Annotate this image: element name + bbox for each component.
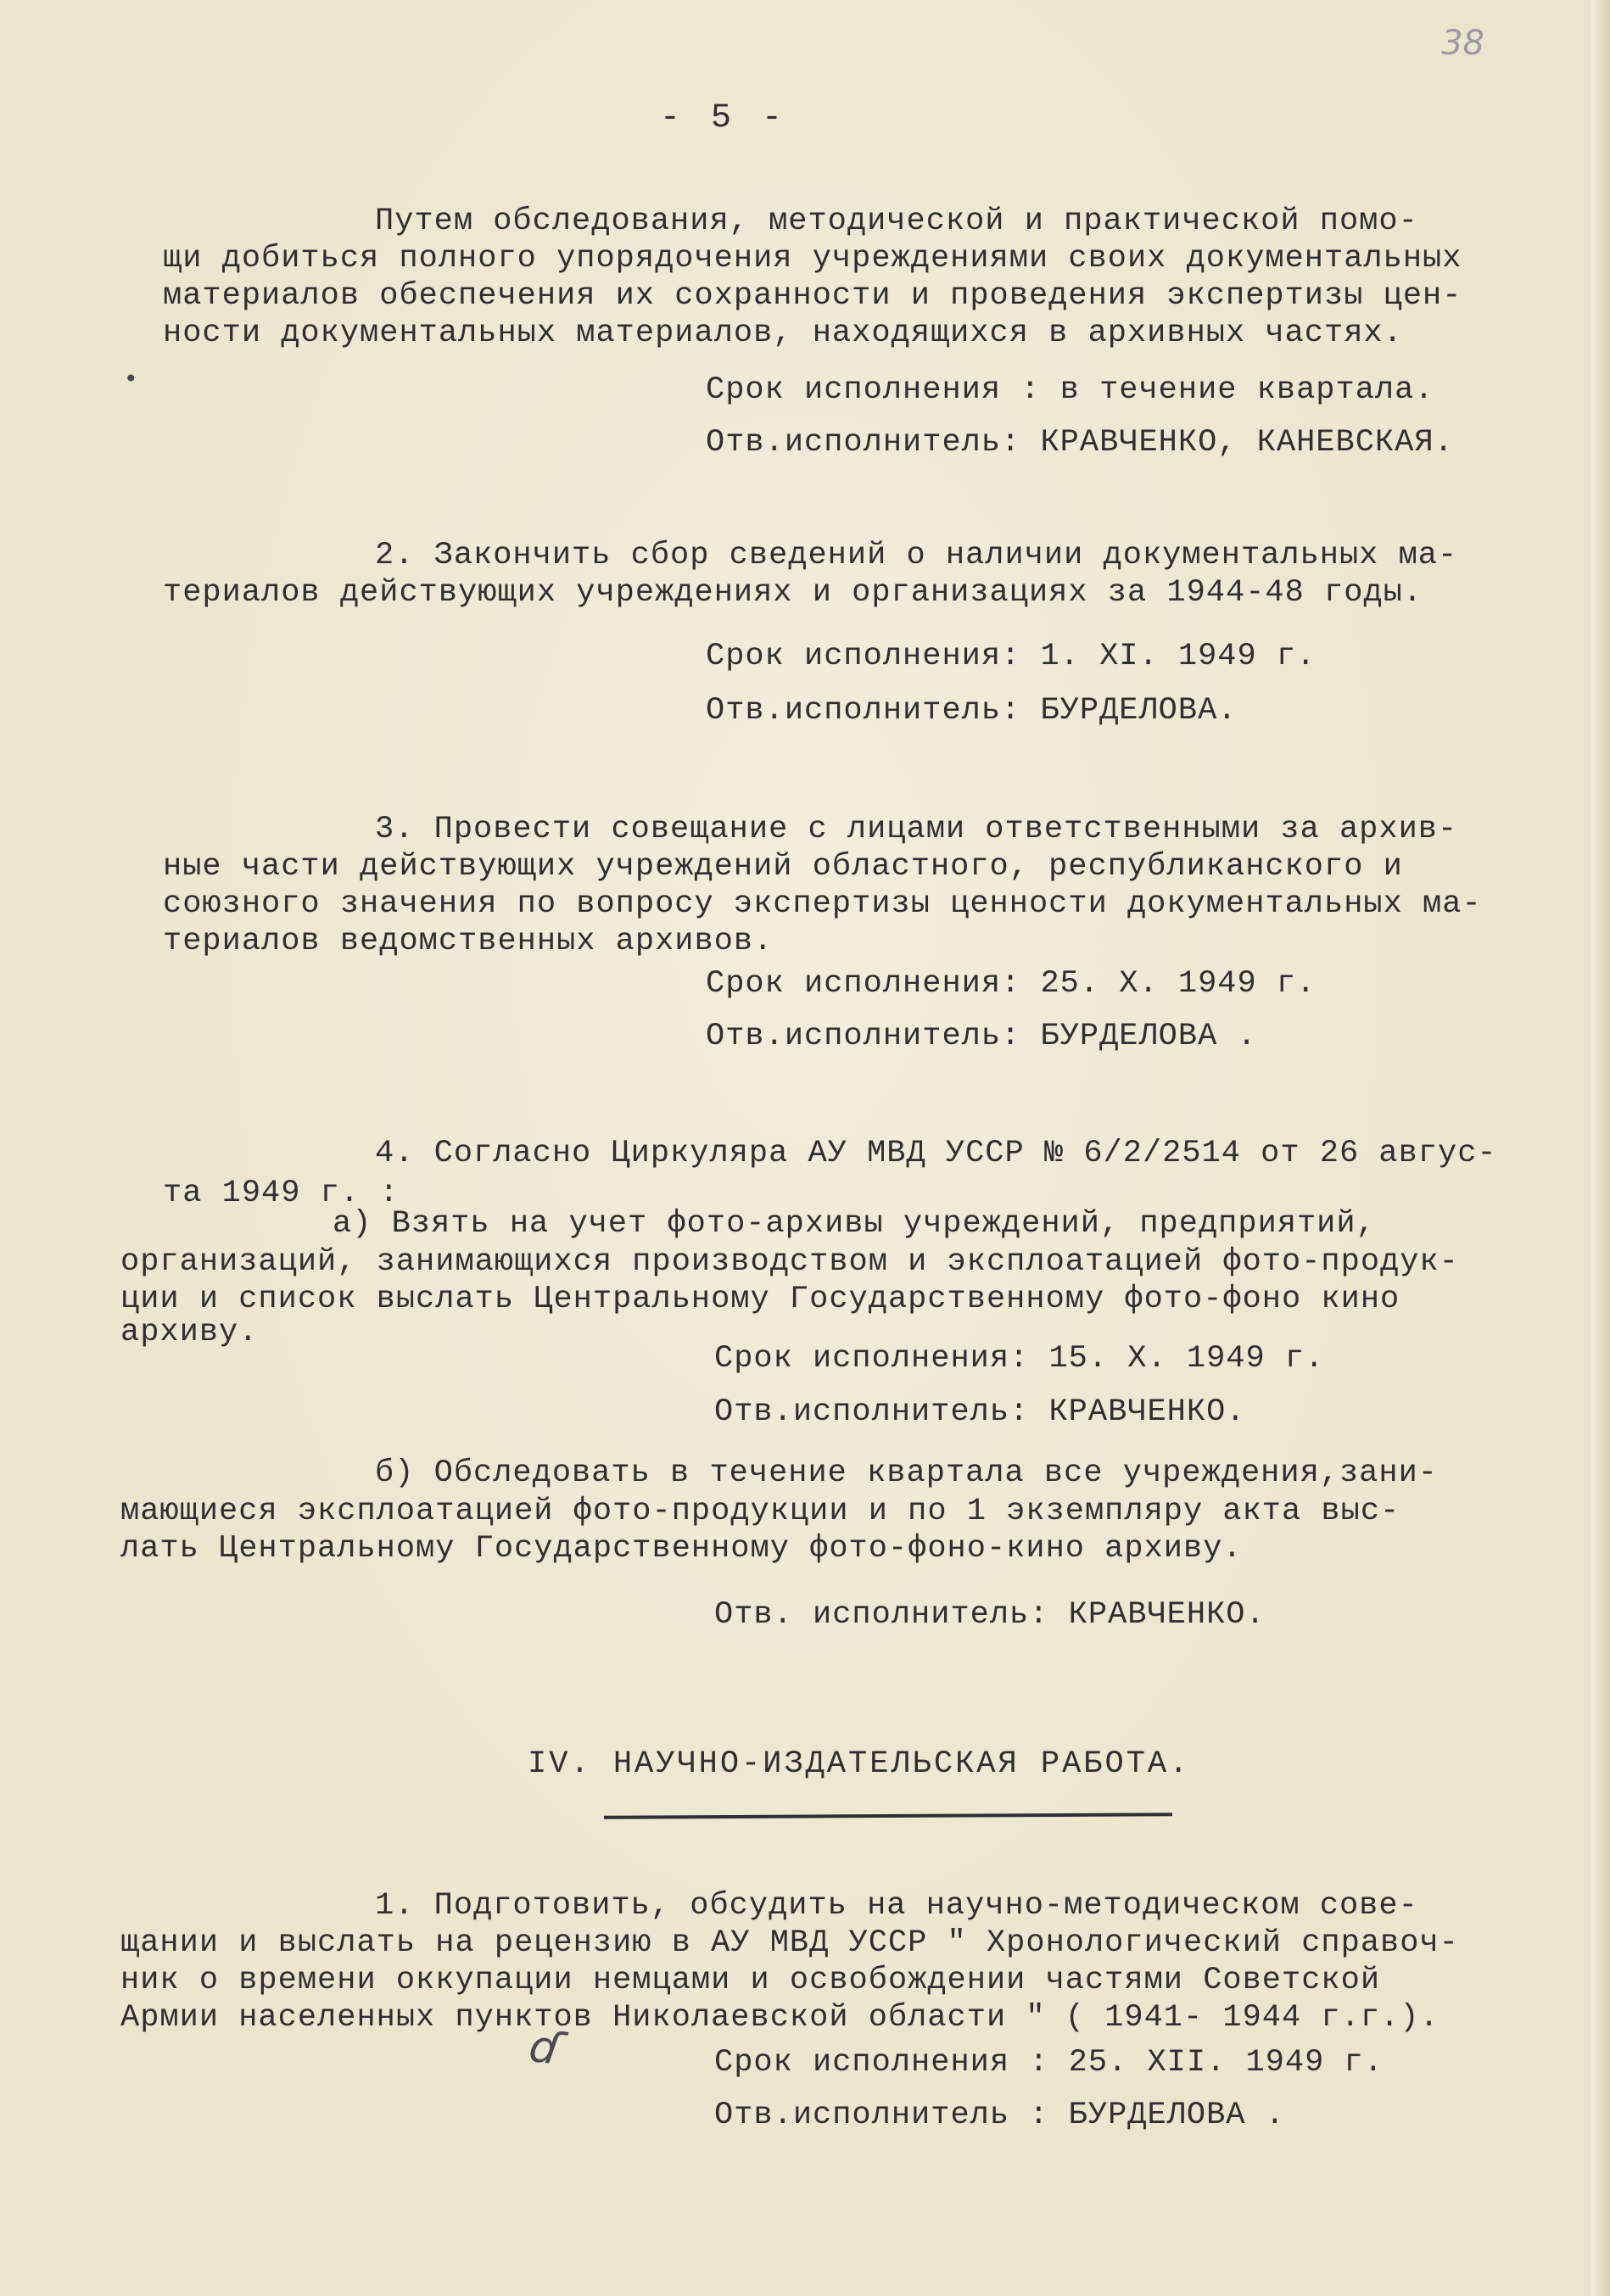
item4a-line-3: ции и список выслать Центральному Государственному фото-фоно кино [120, 1282, 1400, 1317]
item4b-responsible: Отв. исполнитель: КРАВЧЕНКО. [714, 1597, 1266, 1633]
intro-line-4: ности документальных материалов, находящихся в архивных частях. [163, 316, 1403, 351]
item4a-line-4: архиву. [120, 1315, 259, 1350]
sec4-item1-line-4: Армии населенных пунктов Николаевской области " ( 1941- 1944 г.г.). [120, 2000, 1439, 2036]
sec4-item1-line-3: ник о времени оккупации немцами и освобождении частями Советской [120, 1963, 1381, 1998]
item2-deadline: Срок исполнения: 1. XI. 1949 г. [706, 639, 1317, 674]
item3-deadline: Срок исполнения: 25. X. 1949 г. [706, 966, 1317, 1002]
item3-line-2: ные части действующих учреждений областного, республиканского и [163, 849, 1403, 885]
paper-edge [1591, 0, 1610, 2296]
heading-underline [604, 1813, 1172, 1819]
sec4-item1-deadline: Срок исполнения : 25. XII. 1949 г. [714, 2045, 1384, 2081]
item2-line-1: 2. Закончить сбор сведений о наличии документальных ма- [375, 538, 1458, 573]
item4b-line-1: б) Обследовать в течение квартала все учреждения,зани- [375, 1455, 1438, 1491]
item3-line-1: 3. Провести совещание с лицами ответственными за архив- [375, 812, 1458, 847]
item2-line-2: териалов действующих учреждениях и организациях за 1944-48 годы. [163, 575, 1423, 611]
archive-sheet-number: 38 [1441, 24, 1484, 63]
pencil-mark-icon: ɗ [527, 2020, 566, 2076]
item4a-deadline: Срок исполнения: 15. X. 1949 г. [714, 1341, 1325, 1377]
sec4-item1-line-1: 1. Подготовить, обсудить на научно-методическом сове- [375, 1888, 1418, 1924]
item3-line-3: союзного значения по вопросу экспертизы ценности документальных ма- [163, 886, 1482, 922]
sec4-item1-line-2: щании и выслать на рецензию в АУ МВД УССР " Хронологический справоч- [120, 1925, 1459, 1961]
item4a-responsible: Отв.исполнитель: КРАВЧЕНКО. [714, 1394, 1246, 1430]
item4b-line-3: лать Центральному Государственному фото-фоно-кино архиву. [120, 1531, 1243, 1567]
block1-responsible: Отв.исполнитель: КРАВЧЕНКО, КАНЕВСКАЯ. [706, 425, 1454, 461]
page-number: - 5 - [660, 99, 788, 137]
item3-responsible: Отв.исполнитель: БУРДЕЛОВА . [706, 1019, 1257, 1054]
item4b-line-2: мающиеся эксплоатацией фото-продукции и по 1 экземпляру акта выс- [120, 1494, 1400, 1529]
pencil-tick-icon: • [124, 365, 138, 393]
item4a-line-2: организаций, занимающихся производством и эксплоатацией фото-продук- [120, 1244, 1459, 1280]
item4-line-2: та 1949 г. : [163, 1176, 400, 1211]
block1-deadline: Срок исполнения : в течение квартала. [706, 372, 1434, 408]
item4a-line-1: а) Взять на учет фото-архивы учреждений, предприятий, [333, 1206, 1376, 1242]
intro-line-1: Путем обследования, методической и практической помо- [375, 204, 1418, 239]
item4-line-1: 4. Согласно Циркуляра АУ МВД УССР № 6/2/2514 от 26 авгус- [375, 1136, 1497, 1171]
item3-line-4: териалов ведомственных архивов. [163, 924, 774, 959]
intro-line-2: щи добиться полного упорядочения учреждениями своих документальных [163, 241, 1462, 277]
sec4-item1-responsible: Отв.исполнитель : БУРДЕЛОВА . [714, 2098, 1285, 2133]
section-heading: IV. НАУЧНО-ИЗДАТЕЛЬСКАЯ РАБОТА. [528, 1746, 1191, 1782]
intro-line-3: материалов обеспечения их сохранности и проведения экспертизы цен- [163, 278, 1462, 314]
item2-responsible: Отв.исполнитель: БУРДЕЛОВА. [706, 693, 1238, 729]
